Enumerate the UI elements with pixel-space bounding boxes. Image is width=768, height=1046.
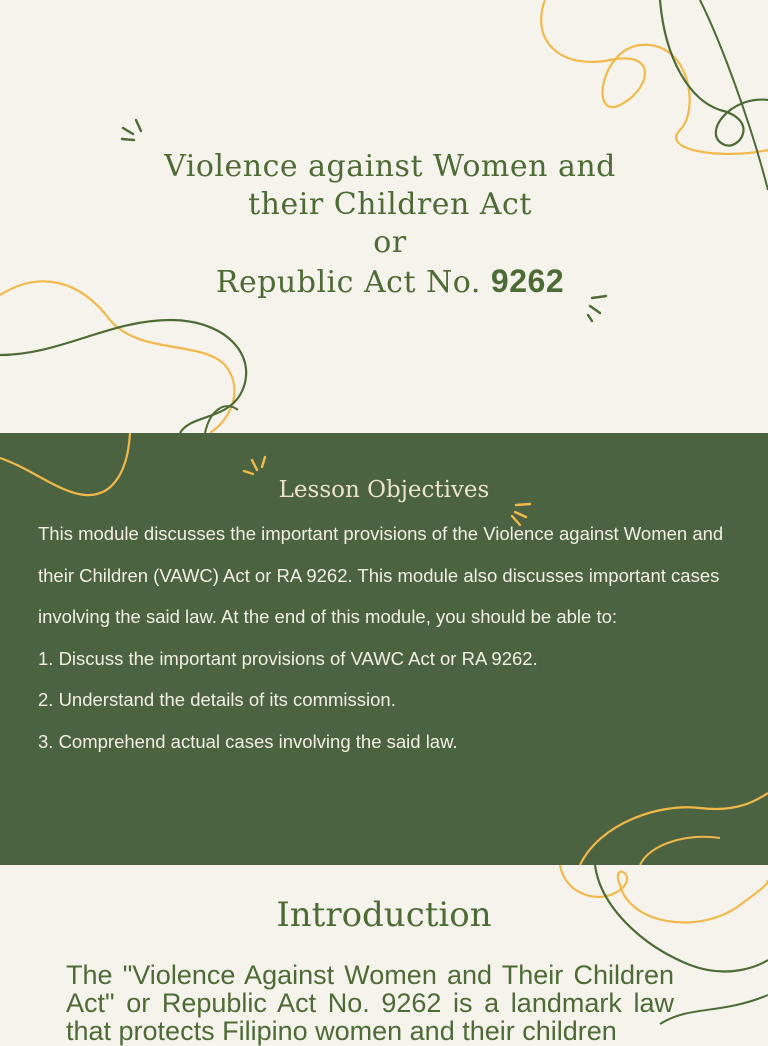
title-line-3: or <box>373 225 407 260</box>
objective-item-2: 2. Understand the details of its commission. <box>38 689 396 710</box>
introduction-section <box>0 865 768 1046</box>
title-section <box>0 0 768 433</box>
objectives-heading: Lesson Objectives <box>278 477 490 503</box>
title-line-2: their Children Act <box>248 187 532 222</box>
title-line-1: Violence against Women and <box>164 149 616 184</box>
title-act-number: 9262 <box>490 263 565 299</box>
title-line-4 <box>120 262 660 302</box>
objective-item-3: 3. Comprehend actual cases involving the said law. <box>38 730 458 752</box>
title-act-prefix: Republic Act No. <box>215 265 481 300</box>
objectives-body <box>38 513 748 762</box>
objectives-section <box>0 433 768 865</box>
page-title <box>120 148 660 302</box>
introduction-text: The "Violence Against Women and Their Children Act" or Republic Act No. 9262 is a landmark law that protects Filipino women and their children <box>66 960 674 1046</box>
objectives-paragraph: This module discusses the important provisions of the Violence against Women and their Children (VAWC) Act or RA 9262. This module also discusses important cases involving the said law. At the end of this module, you should be able to: <box>38 523 724 627</box>
objective-item-1: 1. Discuss the important provisions of VAWC Act or RA 9262. <box>38 647 538 669</box>
introduction-heading: Introduction <box>276 895 492 935</box>
